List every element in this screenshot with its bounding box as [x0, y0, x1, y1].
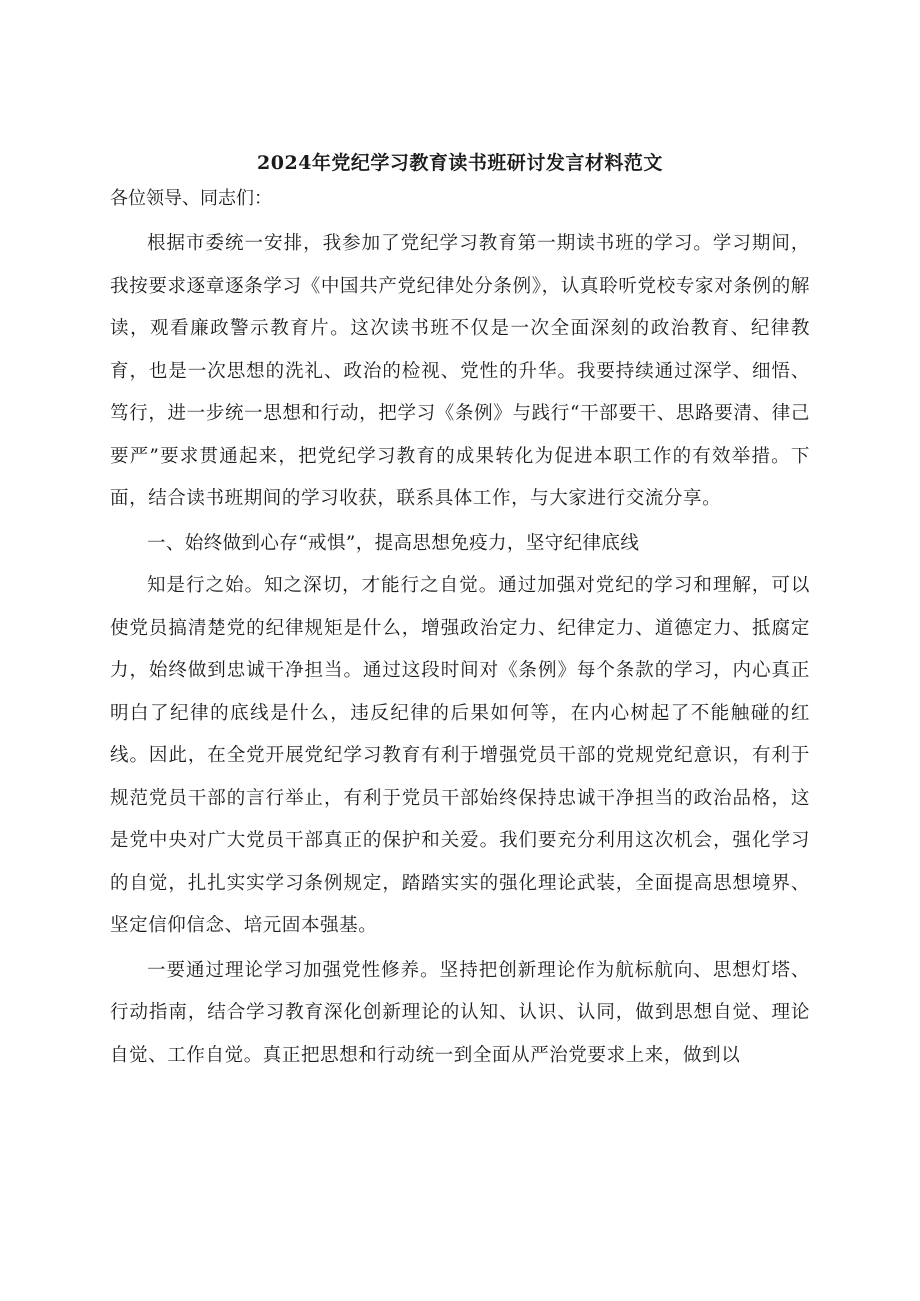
document-page — [110, 145, 810, 1077]
section-heading: 一、始终做到心存“戒惧”，提高思想免疫力，坚守纪律底线 — [147, 532, 640, 554]
intro-paragraph: 根据市委统一安排，我参加了党纪学习教育第一期读书班的学习。学习期间，我按要求逐章逐条学习《中国共产党纪律处分条例》，认真聆听党校专家对条例的解读，观看廉政警示教育片。这次读书班不仅是一次全面深刻的政治教育、纪律教育，也是一次思想的洗礼、政治的检视、党性的升华。我要持续通过深学、细悟、笃行，进一步统一思想和行动，把学习《条例》与践行“干部要干、思路要清、律己要严”要求贯通起来，把党纪学习教育的成果转化为促进本职工作的有效举措。下面，结合读书班期间的学习收获，联系具体工作，与大家进行交流分享。 — [110, 233, 810, 509]
salutation: 各位领导、同志们： — [110, 188, 272, 209]
section-paragraph: 知是行之始。知之深切，才能行之自觉。通过加强对党纪的学习和理解，可以使党员搞清楚党的纪律规矩是什么，增强政治定力、纪律定力、道德定力、抵腐定力，始终做到忠诚干净担当。通过这段时间对《条例》每个条款的学习，内心真正明白了纪律的底线是什么，违反纪律的后果如何等，在内心树起了不能触碰的红线。因此，在全党开展党纪学习教育有利于增强党员干部的党规党纪意识，有利于规范党员干部的言行举止，有利于党员干部始终保持忠诚干净担当的政治品格，这是党中央对广大党员干部真正的保护和关爱。我们要充分利用这次机会，强化学习的自觉，扎扎实实学习条例规定，踏踏实实的强化理论武装，全面提高思想境界、坚定信仰信念、培元固本强基。 — [110, 575, 810, 936]
section-paragraph: 一要通过理论学习加强党性修养。坚持把创新理论作为航标航向、思想灯塔、行动指南，结合学习教育深化创新理论的认知、认识、认同，做到思想自觉、理论自觉、工作自觉。真正把思想和行动统一到全面从严治党要求上来，做到以 — [110, 959, 810, 1066]
document-title: 2024年党纪学习教育读书班研讨发言材料范文 — [257, 152, 663, 174]
